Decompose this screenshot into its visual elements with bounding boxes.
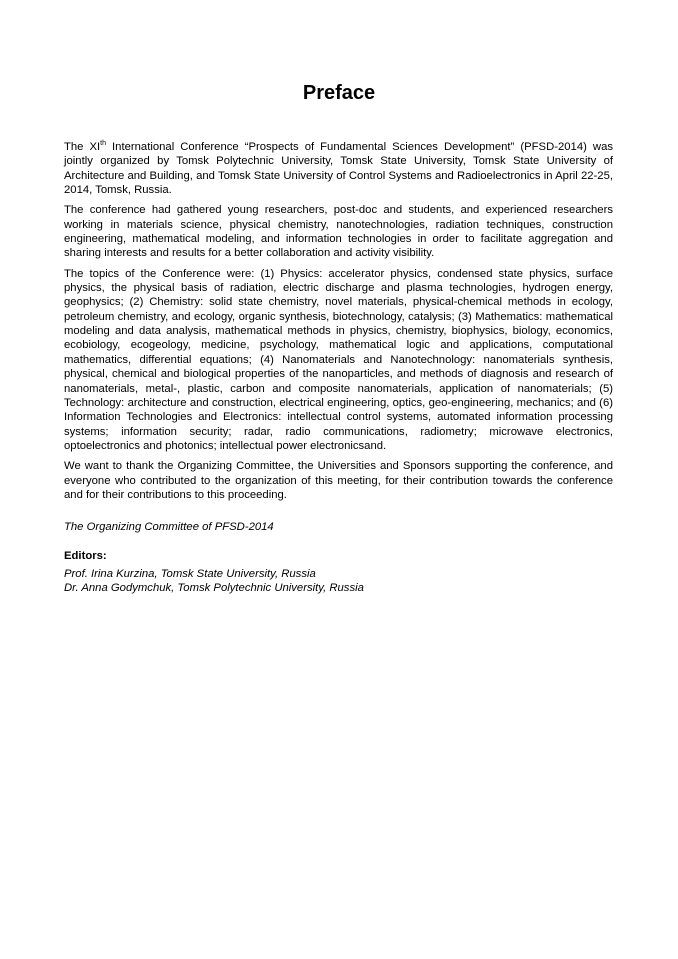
- paragraph-acknowledgements: We want to thank the Organizing Committee, the Universities and Sponsors supporting the conference, and everyone who contributed to the organization of this meeting, for their contribution towards the conference and for their contributions to this proceeding.: [64, 460, 613, 501]
- ordinal-superscript: th: [100, 140, 107, 148]
- page-title: Preface: [302, 82, 376, 104]
- editors-heading: Editors:: [64, 549, 107, 562]
- editor-line: Dr. Anna Godymchuk, Tomsk Polytechnic University, Russia: [64, 582, 364, 595]
- paragraph-topics: The topics of the Conference were: (1) Physics: accelerator physics, condensed state physics, surface physics, the physical basis of radiation, electric discharge and plasma technologies, hydrogen energy, geophysics; (2) Chemistry: solid state chemistry, novel materials, physical-chemical methods in ecology, petroleum chemistry, and ecology, organic synthesis, biotechnology, catalysis; (3) Mathematics: mathematical modeling and data analysis, mathematical methods in physics, chemistry, biophysics, biology, economics, ecobiology, ecogeology, medicine, psychology, mathematical logic and applications, computational mathematics, differential equations; (4) Nanomaterials and Nanotechnology: nanomaterials synthesis, physical, chemical and biological properties of the nanoparticles, and methods of diagnosis and research of nanomaterials, metal-, plastic, carbon and composite nanomaterials, application of nanomaterials; (5) Technology: architecture and construction, electrical engineering, optics, geo-engineering, mechanics; and (6) Information Technologies and Electronics: intellectual control systems, automated information processing systems; information security; radar, radio communications, radiometry; microwave electronics, optoelectronics and photonics; intellectual power electronicsand.: [64, 267, 613, 452]
- organizing-committee-signature: The Organizing Committee of PFSD-2014: [64, 521, 274, 534]
- preface-body: [64, 140, 613, 596]
- paragraph-intro-rest: International Conference “Prospects of Fundamental Sciences Development” (PFSD-2014) was jointly organized by Tomsk Polytechnic University, Tomsk State University, Tomsk State University of Architecture and Building, and Tomsk State University of Control Systems and Radioelectronics in April 22-25, 2014, Tomsk, Russia.: [64, 141, 613, 197]
- editor-line: Prof. Irina Kurzina, Tomsk State University, Russia: [64, 567, 316, 580]
- paragraph-intro-start: The XI: [64, 141, 101, 153]
- paragraph-participants: The conference had gathered young researchers, post-doc and students, and experienced researchers working in materials science, physical chemistry, nanotechnologies, radiation techniques, construction engineering, mathematical modeling, and information technologies in order to facilitate aggregation and sharing interests and results for a better collaboration and activity visibility.: [64, 204, 613, 260]
- paragraph-conference-intro: [64, 140, 613, 197]
